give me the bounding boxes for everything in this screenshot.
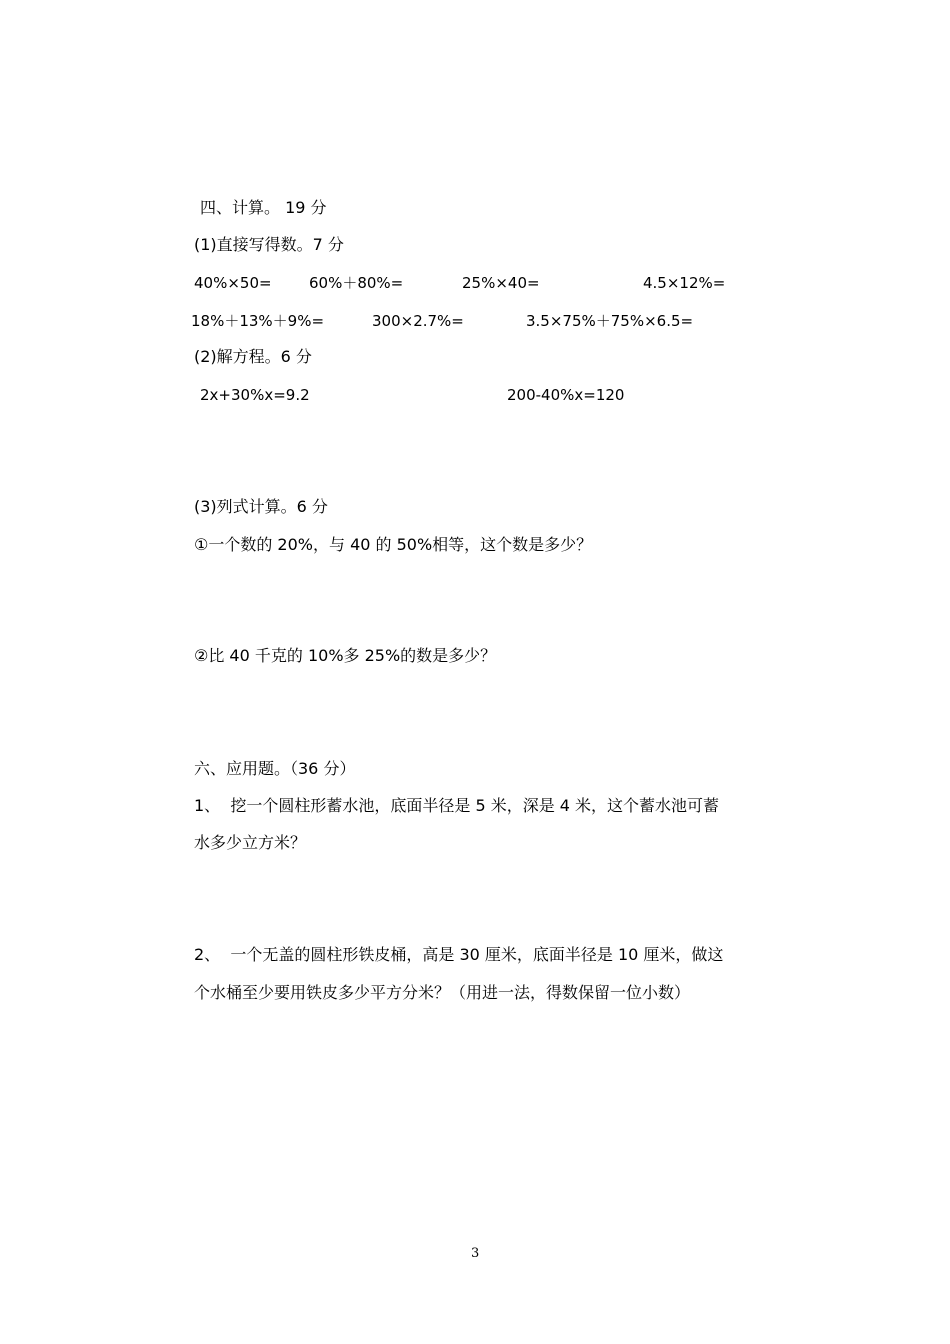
question: ①一个数的 20%，与 40 的 50%相等，这个数是多少？ xyxy=(194,535,593,554)
calc-item: 3.5×75%＋75%×6.5= xyxy=(526,312,694,330)
word-problem: 2、 一个无盖的圆柱形铁皮桶，高是 30 厘米，底面半径是 10 厘米，做这 xyxy=(194,945,724,964)
section-4-title: 四、计算。 19 分 xyxy=(200,198,327,217)
question: ②比 40 千克的 10%多 25%的数是多少？ xyxy=(194,646,497,665)
page-number: 3 xyxy=(471,1246,480,1261)
section-6-title: 六、应用题。（36 分） xyxy=(194,759,356,778)
calc-item: 60%＋80%= xyxy=(309,274,404,292)
equation: 200-40%x=120 xyxy=(507,386,625,404)
calc-item: 25%×40= xyxy=(462,274,540,292)
part-1-title: (1)直接写得数。7 分 xyxy=(194,235,344,254)
calc-item: 300×2.7%= xyxy=(372,312,464,330)
word-problem: 1、 挖一个圆柱形蓄水池，底面半径是 5 米，深是 4 米，这个蓄水池可蓄 xyxy=(194,796,720,815)
calc-item: 4.5×12%= xyxy=(643,274,726,292)
equation: 2x+30%x=9.2 xyxy=(200,386,310,404)
word-problem: 个水桶至少要用铁皮多少平方分米？（用进一法，得数保留一位小数） xyxy=(194,983,691,1002)
calc-item: 40%×50= xyxy=(194,274,272,292)
word-problem: 水多少立方米？ xyxy=(194,833,307,852)
calc-item: 18%＋13%＋9%= xyxy=(191,312,325,330)
part-3-title: (3)列式计算。6 分 xyxy=(194,497,328,516)
part-2-title: (2)解方程。6 分 xyxy=(194,347,312,366)
